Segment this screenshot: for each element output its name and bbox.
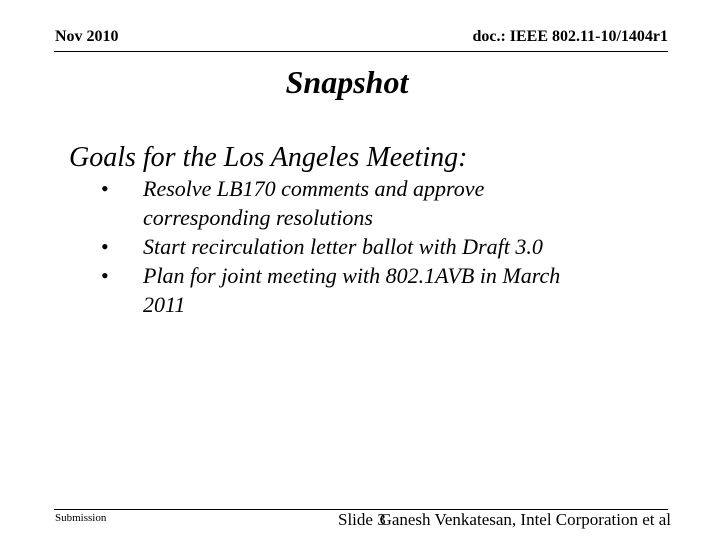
slide-title: Snapshot [285,64,409,100]
goal-bullet-text: Resolve LB170 comments and approve corresponding resolutions [143,176,485,230]
bullet-marker-icon: • [101,263,109,288]
footer-author: Ganesh Venkatesan, Intel Corporation et al [379,510,671,529]
goal-bullet-text: Start recirculation letter ballot with Draft 3.0 [143,234,543,259]
footer-slide-number: Slide 3 [338,510,386,529]
bullet-marker-icon: • [101,176,109,201]
header-date: Nov 2010 [55,28,119,45]
goal-bullet-list [101,174,581,319]
header-doc-id: doc.: IEEE 802.11-10/1404r1 [472,28,668,45]
bullet-marker-icon: • [101,234,109,259]
goal-bullet-item [101,261,581,319]
goal-heading: Goals for the Los Angeles Meeting: [69,142,468,173]
goal-bullet-item [101,174,581,232]
goal-bullet-text: Plan for joint meeting with 802.1AVB in March 2011 [143,263,561,317]
goal-bullet-item [101,232,581,261]
footer-submission: Submission [55,512,107,524]
header-divider [54,51,668,52]
